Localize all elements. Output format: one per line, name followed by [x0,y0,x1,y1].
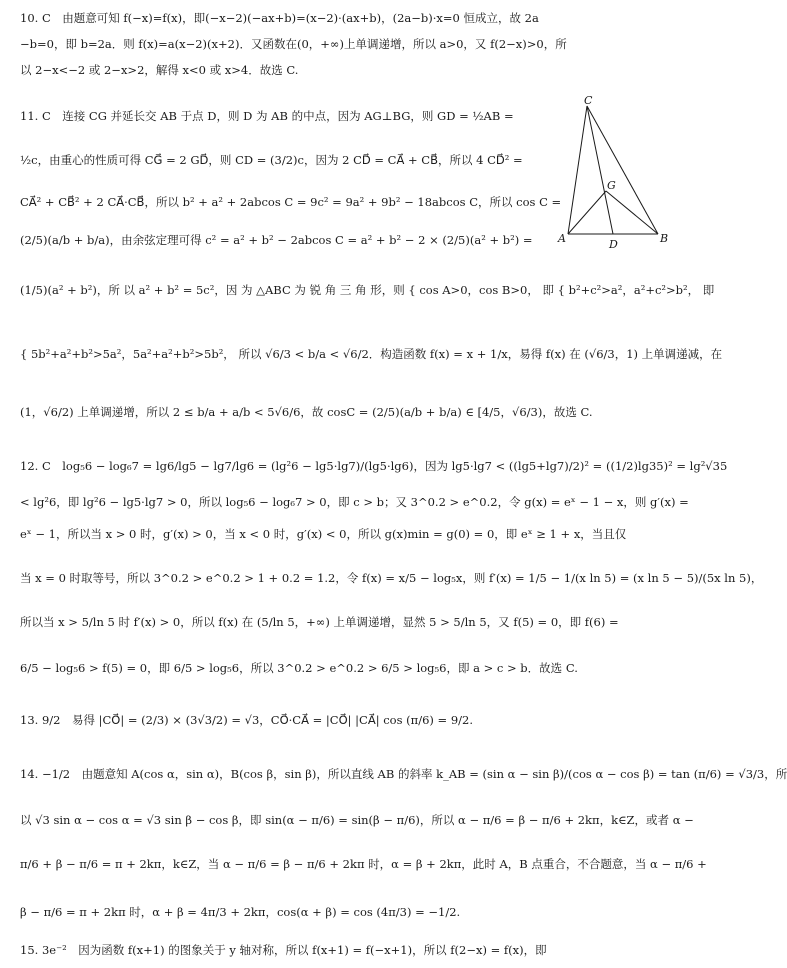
sol10-line2: −b=0，即 b=2a．则 f(x)=a(x−2)(x+2)．又函数在(0，+∞)上单调递增，所以 a>0，又 f(2−x)>0，所 [20,37,567,51]
sol12-line1: 12. C log₅6 − log₆7 = lg6/lg5 − lg7/lg6 = (lg²6 − lg5·lg7)/(lg5·lg6)，因为 lg5·lg7 < ((lg5+lg7)/2)² = ((1/2)lg35)² = lg²√35 [20,459,728,473]
sol15-line1: 15. 3e⁻² 因为函数 f(x+1) 的图象关于 y 轴对称，所以 f(x+1) = f(−x+1)，所以 f(2−x) = f(x)，即 [20,943,547,957]
sol12-line5: 所以当 x > 5/ln 5 时 f′(x) > 0，所以 f(x) 在 (5/ln 5，+∞) 上单调递增，显然 5 > 5/ln 5，又 f(5) = 0，即 f(6) = [20,615,619,629]
sol14-line3: π/6 + β − π/6 = π + 2kπ，k∈Z，当 α − π/6 = β − π/6 + 2kπ 时，α = β + 2kπ，此时 A，B 点重合，不合题意，当 α − π/6 + [20,857,707,871]
segment-bg [606,191,658,234]
sol14-line1: 14. −1/2 由题意知 A(cos α，sin α)，B(cos β，sin β)，所以直线 AB 的斜率 k_AB = (sin α − sin β)/(cos α − cos β) = tan (π/6) = √3/3，所 [20,767,787,781]
side-ca [568,106,587,234]
label-b: B [660,232,669,245]
sol14-line2: 以 √3 sin α − cos α = √3 sin β − cos β，即 sin(α − π/6) = sin(β − π/6)，所以 α − π/6 = β − π/6 + 2kπ，k∈Z，或者 α − [20,813,694,827]
sol11-line7: (1，√6/2) 上单调递增，所以 2 ≤ b/a + a/b < 5√6/6，故 cosC = (2/5)(a/b + b/a) ∈ [4/5，√6/3)，故选 C. [20,405,593,419]
triangle-figure [556,96,676,254]
sol11-line4: (2/5)(a/b + b/a)，由余弦定理可得 c² = a² + b² − 2abcos C = a² + b² − 2 × (2/5)(a² + b²) = [20,233,533,247]
sol10-line1: 10. C 由题意可知 f(−x)=f(x)，即(−x−2)(−ax+b)=(x−2)·(ax+b)，(2a−b)·x=0 恒成立，故 2a [20,11,539,25]
sol12-line2: < lg²6，即 lg²6 − lg5·lg7 > 0，所以 log₅6 − log₆7 > 0，即 c > b；又 3^0.2 > e^0.2，令 g(x) = eˣ − 1 − x，则 g′(x) = [20,495,689,509]
sol12-line6: 6/5 − log₅6 > f(5) = 0，即 6/5 > log₅6，所以 3^0.2 > e^0.2 > 6/5 > log₅6，即 a > c > b．故选 C. [20,661,578,675]
label-c: C [584,94,593,107]
label-g: G [607,179,616,192]
triangle-diagram [556,96,676,254]
median-cd [587,106,613,234]
sol10-line3: 以 2−x<−2 或 2−x>2，解得 x<0 或 x>4．故选 C. [20,63,299,77]
sol12-line3: eˣ − 1，所以当 x > 0 时，g′(x) > 0，当 x < 0 时，g′(x) < 0，所以 g(x)min = g(0) = 0，即 eˣ ≥ 1 + x，当且仅 [20,527,627,541]
sol11-line5: (1/5)(a² + b²)，所 以 a² + b² = 5c²，因 为 △ABC 为 锐 角 三 角 形，则 { cos A>0，cos B>0， 即 { b²+c²>a²，a²+c²>b²， 即 [20,283,715,297]
sol11-line1: 11. C 连接 CG 并延长交 AB 于点 D，则 D 为 AB 的中点，因为 AG⊥BG，则 GD = ½AB = [20,109,514,123]
side-cb [587,106,658,234]
sol14-line4: β − π/6 = π + 2kπ 时，α + β = 4π/3 + 2kπ，cos(α + β) = cos (4π/3) = −1/2. [20,905,461,919]
label-a: A [558,232,566,245]
sol12-line4: 当 x = 0 时取等号，所以 3^0.2 > e^0.2 > 1 + 0.2 = 1.2，令 f(x) = x/5 − log₅x，则 f′(x) = 1/5 − 1/(x ln 5) = (x ln 5 − 5)/(5x ln 5)， [20,571,763,585]
sol11-line2: ½c，由重心的性质可得 CG⃗ = 2 GD⃗，则 CD = (3/2)c，因为 2 CD⃗ = CA⃗ + CB⃗，所以 4 CD⃗² = [20,153,523,167]
label-d: D [609,238,618,251]
sol13-line1: 13. 9/2 易得 |CO⃗| = (2/3) × (3√3/2) = √3，CO⃗·CA⃗ = |CO⃗| |CA⃗| cos (π/6) = 9/2. [20,713,473,727]
sol11-line6: { 5b²+a²+b²>5a²，5a²+a²+b²>5b²， 所以 √6/3 < b/a < √6/2．构造函数 f(x) = x + 1/x，易得 f(x) 在 (√6/3，1) 上单调递减，在 [20,347,723,361]
sol11-line3: CA⃗² + CB⃗² + 2 CA⃗·CB⃗，所以 b² + a² + 2abcos C = 9c² = 9a² + 9b² − 18abcos C，所以 cos C = [20,195,562,209]
